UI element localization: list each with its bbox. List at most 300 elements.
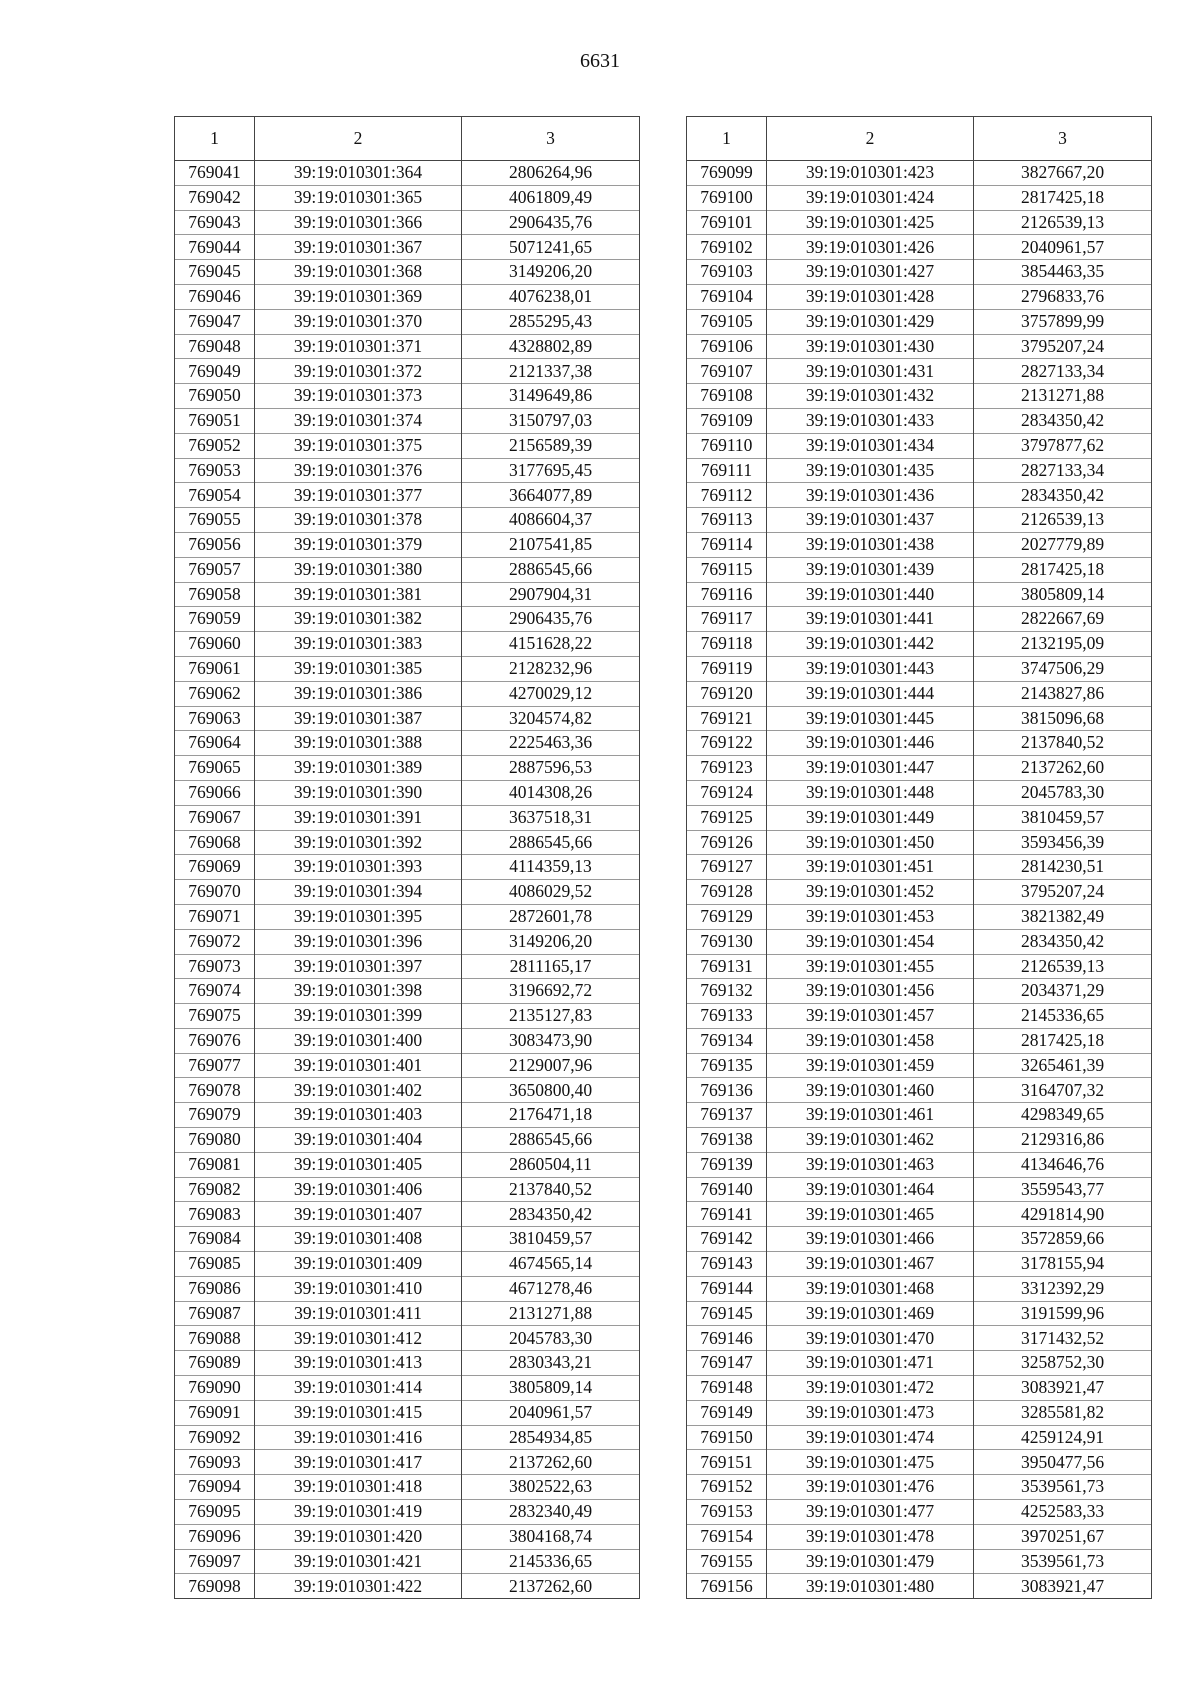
table-row	[687, 508, 1152, 533]
cadastral-number-cell: 39:19:010301:457	[767, 1004, 974, 1029]
cadastral-number-cell: 39:19:010301:450	[767, 830, 974, 855]
value-cell: 4252583,33	[974, 1500, 1152, 1525]
table-row	[175, 284, 640, 309]
row-number-cell: 769067	[175, 805, 255, 830]
table-row	[687, 607, 1152, 632]
table-row	[687, 359, 1152, 384]
cadastral-number-cell: 39:19:010301:458	[767, 1028, 974, 1053]
cadastral-number-cell: 39:19:010301:370	[255, 309, 462, 334]
table-row	[175, 731, 640, 756]
cadastral-number-cell: 39:19:010301:448	[767, 780, 974, 805]
table-row	[687, 855, 1152, 880]
table-row	[687, 260, 1152, 285]
cadastral-number-cell: 39:19:010301:382	[255, 607, 462, 632]
table-row	[175, 904, 640, 929]
row-number-cell: 769047	[175, 309, 255, 334]
row-number-cell: 769096	[175, 1524, 255, 1549]
value-cell: 4086029,52	[462, 880, 640, 905]
value-cell: 2137840,52	[974, 731, 1152, 756]
row-number-cell: 769138	[687, 1128, 767, 1153]
cadastral-number-cell: 39:19:010301:375	[255, 433, 462, 458]
value-cell: 2886545,66	[462, 1128, 640, 1153]
table-row	[175, 532, 640, 557]
table-row	[687, 458, 1152, 483]
row-number-cell: 769136	[687, 1078, 767, 1103]
cadastral-number-cell: 39:19:010301:402	[255, 1078, 462, 1103]
table-row	[175, 334, 640, 359]
cadastral-number-cell: 39:19:010301:398	[255, 979, 462, 1004]
cadastral-number-cell: 39:19:010301:410	[255, 1276, 462, 1301]
value-cell: 4291814,90	[974, 1202, 1152, 1227]
value-cell: 3950477,56	[974, 1450, 1152, 1475]
row-number-cell: 769104	[687, 284, 767, 309]
cadastral-number-cell: 39:19:010301:415	[255, 1400, 462, 1425]
cadastral-number-cell: 39:19:010301:406	[255, 1177, 462, 1202]
value-cell: 3177695,45	[462, 458, 640, 483]
table-row	[175, 483, 640, 508]
table-row	[687, 1103, 1152, 1128]
table-row	[175, 508, 640, 533]
table-row	[687, 1053, 1152, 1078]
value-cell: 3593456,39	[974, 830, 1152, 855]
cadastral-number-cell: 39:19:010301:420	[255, 1524, 462, 1549]
value-cell: 2834350,42	[974, 483, 1152, 508]
table-row	[175, 1574, 640, 1599]
table-row	[175, 681, 640, 706]
cadastral-number-cell: 39:19:010301:427	[767, 260, 974, 285]
row-number-cell: 769143	[687, 1252, 767, 1277]
value-cell: 2131271,88	[974, 384, 1152, 409]
table-row	[687, 1276, 1152, 1301]
row-number-cell: 769105	[687, 309, 767, 334]
column-header-3: 3	[462, 117, 640, 161]
value-cell: 2129316,86	[974, 1128, 1152, 1153]
table-row	[175, 1475, 640, 1500]
table-row	[175, 1351, 640, 1376]
value-cell: 2817425,18	[974, 557, 1152, 582]
cadastral-number-cell: 39:19:010301:468	[767, 1276, 974, 1301]
left-table	[174, 116, 640, 1599]
table-row	[687, 1326, 1152, 1351]
cadastral-number-cell: 39:19:010301:431	[767, 359, 974, 384]
value-cell: 2040961,57	[974, 235, 1152, 260]
row-number-cell: 769079	[175, 1103, 255, 1128]
left-table-body	[175, 161, 640, 1599]
value-cell: 3815096,68	[974, 706, 1152, 731]
table-row	[687, 880, 1152, 905]
table-row	[175, 805, 640, 830]
cadastral-number-cell: 39:19:010301:423	[767, 161, 974, 186]
row-number-cell: 769082	[175, 1177, 255, 1202]
cadastral-number-cell: 39:19:010301:474	[767, 1425, 974, 1450]
table-row	[687, 979, 1152, 1004]
value-cell: 2822667,69	[974, 607, 1152, 632]
value-cell: 2145336,65	[974, 1004, 1152, 1029]
value-cell: 3285581,82	[974, 1400, 1152, 1425]
table-row	[175, 780, 640, 805]
row-number-cell: 769142	[687, 1227, 767, 1252]
row-number-cell: 769128	[687, 880, 767, 905]
cadastral-number-cell: 39:19:010301:373	[255, 384, 462, 409]
table-row	[175, 1252, 640, 1277]
row-number-cell: 769108	[687, 384, 767, 409]
row-number-cell: 769055	[175, 508, 255, 533]
row-number-cell: 769094	[175, 1475, 255, 1500]
value-cell: 2796833,76	[974, 284, 1152, 309]
cadastral-number-cell: 39:19:010301:444	[767, 681, 974, 706]
row-number-cell: 769095	[175, 1500, 255, 1525]
cadastral-number-cell: 39:19:010301:469	[767, 1301, 974, 1326]
cadastral-number-cell: 39:19:010301:441	[767, 607, 974, 632]
row-number-cell: 769073	[175, 954, 255, 979]
value-cell: 4270029,12	[462, 681, 640, 706]
cadastral-number-cell: 39:19:010301:405	[255, 1152, 462, 1177]
value-cell: 3539561,73	[974, 1549, 1152, 1574]
row-number-cell: 769059	[175, 607, 255, 632]
table-row	[175, 433, 640, 458]
cadastral-number-cell: 39:19:010301:392	[255, 830, 462, 855]
cadastral-number-cell: 39:19:010301:391	[255, 805, 462, 830]
row-number-cell: 769100	[687, 185, 767, 210]
value-cell: 3827667,20	[974, 161, 1152, 186]
table-row	[175, 929, 640, 954]
row-number-cell: 769069	[175, 855, 255, 880]
row-number-cell: 769066	[175, 780, 255, 805]
row-number-cell: 769146	[687, 1326, 767, 1351]
table-row	[175, 1326, 640, 1351]
cadastral-number-cell: 39:19:010301:397	[255, 954, 462, 979]
cadastral-number-cell: 39:19:010301:389	[255, 756, 462, 781]
value-cell: 2855295,43	[462, 309, 640, 334]
table-row	[687, 656, 1152, 681]
cadastral-number-cell: 39:19:010301:466	[767, 1227, 974, 1252]
cadastral-number-cell: 39:19:010301:471	[767, 1351, 974, 1376]
row-number-cell: 769124	[687, 780, 767, 805]
row-number-cell: 769046	[175, 284, 255, 309]
cadastral-number-cell: 39:19:010301:421	[255, 1549, 462, 1574]
cadastral-number-cell: 39:19:010301:447	[767, 756, 974, 781]
table-row	[687, 1004, 1152, 1029]
value-cell: 2886545,66	[462, 557, 640, 582]
row-number-cell: 769126	[687, 830, 767, 855]
cadastral-number-cell: 39:19:010301:477	[767, 1500, 974, 1525]
right-table	[686, 116, 1152, 1599]
table-row	[687, 830, 1152, 855]
value-cell: 2830343,21	[462, 1351, 640, 1376]
row-number-cell: 769057	[175, 557, 255, 582]
row-number-cell: 769044	[175, 235, 255, 260]
table-row	[175, 210, 640, 235]
row-number-cell: 769071	[175, 904, 255, 929]
row-number-cell: 769086	[175, 1276, 255, 1301]
value-cell: 2137840,52	[462, 1177, 640, 1202]
value-cell: 2129007,96	[462, 1053, 640, 1078]
value-cell: 2137262,60	[462, 1450, 640, 1475]
table-row	[687, 1549, 1152, 1574]
value-cell: 3805809,14	[974, 582, 1152, 607]
row-number-cell: 769117	[687, 607, 767, 632]
table-row	[175, 1301, 640, 1326]
table-row	[175, 1276, 640, 1301]
cadastral-number-cell: 39:19:010301:436	[767, 483, 974, 508]
value-cell: 3795207,24	[974, 880, 1152, 905]
value-cell: 2817425,18	[974, 185, 1152, 210]
cadastral-number-cell: 39:19:010301:443	[767, 656, 974, 681]
row-number-cell: 769103	[687, 260, 767, 285]
row-number-cell: 769072	[175, 929, 255, 954]
value-cell: 3196692,72	[462, 979, 640, 1004]
table-row	[175, 954, 640, 979]
table-row	[175, 1177, 640, 1202]
cadastral-number-cell: 39:19:010301:404	[255, 1128, 462, 1153]
row-number-cell: 769112	[687, 483, 767, 508]
row-number-cell: 769131	[687, 954, 767, 979]
value-cell: 2832340,49	[462, 1500, 640, 1525]
cadastral-number-cell: 39:19:010301:428	[767, 284, 974, 309]
table-row	[687, 756, 1152, 781]
cadastral-number-cell: 39:19:010301:452	[767, 880, 974, 905]
value-cell: 3150797,03	[462, 408, 640, 433]
value-cell: 2827133,34	[974, 359, 1152, 384]
row-number-cell: 769109	[687, 408, 767, 433]
cadastral-number-cell: 39:19:010301:480	[767, 1574, 974, 1599]
cadastral-number-cell: 39:19:010301:374	[255, 408, 462, 433]
table-row	[687, 954, 1152, 979]
table-row	[175, 185, 640, 210]
row-number-cell: 769065	[175, 756, 255, 781]
value-cell: 3805809,14	[462, 1376, 640, 1401]
cadastral-number-cell: 39:19:010301:390	[255, 780, 462, 805]
cadastral-number-cell: 39:19:010301:445	[767, 706, 974, 731]
cadastral-number-cell: 39:19:010301:364	[255, 161, 462, 186]
cadastral-number-cell: 39:19:010301:451	[767, 855, 974, 880]
cadastral-number-cell: 39:19:010301:365	[255, 185, 462, 210]
cadastral-number-cell: 39:19:010301:369	[255, 284, 462, 309]
row-number-cell: 769048	[175, 334, 255, 359]
cadastral-number-cell: 39:19:010301:429	[767, 309, 974, 334]
row-number-cell: 769075	[175, 1004, 255, 1029]
value-cell: 2811165,17	[462, 954, 640, 979]
value-cell: 3178155,94	[974, 1252, 1152, 1277]
value-cell: 4298349,65	[974, 1103, 1152, 1128]
value-cell: 2834350,42	[974, 408, 1152, 433]
value-cell: 3970251,67	[974, 1524, 1152, 1549]
row-number-cell: 769116	[687, 582, 767, 607]
row-number-cell: 769110	[687, 433, 767, 458]
value-cell: 2143827,86	[974, 681, 1152, 706]
cadastral-number-cell: 39:19:010301:419	[255, 1500, 462, 1525]
header-row	[175, 117, 640, 161]
row-number-cell: 769083	[175, 1202, 255, 1227]
row-number-cell: 769155	[687, 1549, 767, 1574]
cadastral-number-cell: 39:19:010301:413	[255, 1351, 462, 1376]
right-table-body	[687, 161, 1152, 1599]
table-row	[175, 880, 640, 905]
table-row	[175, 1103, 640, 1128]
cadastral-number-cell: 39:19:010301:386	[255, 681, 462, 706]
cadastral-number-cell: 39:19:010301:449	[767, 805, 974, 830]
row-number-cell: 769121	[687, 706, 767, 731]
column-header-1: 1	[175, 117, 255, 161]
value-cell: 3854463,35	[974, 260, 1152, 285]
cadastral-number-cell: 39:19:010301:430	[767, 334, 974, 359]
row-number-cell: 769068	[175, 830, 255, 855]
cadastral-number-cell: 39:19:010301:463	[767, 1152, 974, 1177]
cadastral-number-cell: 39:19:010301:479	[767, 1549, 974, 1574]
page-number: 6631	[580, 50, 620, 72]
row-number-cell: 769061	[175, 656, 255, 681]
value-cell: 2145336,65	[462, 1549, 640, 1574]
row-number-cell: 769139	[687, 1152, 767, 1177]
table-row	[175, 1227, 640, 1252]
table-row	[175, 979, 640, 1004]
table-row	[175, 408, 640, 433]
row-number-cell: 769134	[687, 1028, 767, 1053]
value-cell: 2034371,29	[974, 979, 1152, 1004]
table-row	[175, 359, 640, 384]
row-number-cell: 769092	[175, 1425, 255, 1450]
row-number-cell: 769107	[687, 359, 767, 384]
row-number-cell: 769156	[687, 1574, 767, 1599]
row-number-cell: 769150	[687, 1425, 767, 1450]
value-cell: 2045783,30	[974, 780, 1152, 805]
table-row	[687, 1028, 1152, 1053]
value-cell: 3083473,90	[462, 1028, 640, 1053]
row-number-cell: 769093	[175, 1450, 255, 1475]
row-number-cell: 769145	[687, 1301, 767, 1326]
cadastral-number-cell: 39:19:010301:440	[767, 582, 974, 607]
value-cell: 2827133,34	[974, 458, 1152, 483]
row-number-cell: 769099	[687, 161, 767, 186]
table-row	[687, 235, 1152, 260]
cadastral-number-cell: 39:19:010301:388	[255, 731, 462, 756]
cadastral-number-cell: 39:19:010301:454	[767, 929, 974, 954]
row-number-cell: 769114	[687, 532, 767, 557]
value-cell: 2176471,18	[462, 1103, 640, 1128]
value-cell: 3664077,89	[462, 483, 640, 508]
value-cell: 3821382,49	[974, 904, 1152, 929]
value-cell: 3149206,20	[462, 929, 640, 954]
cadastral-number-cell: 39:19:010301:418	[255, 1475, 462, 1500]
row-number-cell: 769122	[687, 731, 767, 756]
row-number-cell: 769118	[687, 632, 767, 657]
cadastral-number-cell: 39:19:010301:401	[255, 1053, 462, 1078]
value-cell: 3539561,73	[974, 1475, 1152, 1500]
table-row	[175, 1078, 640, 1103]
value-cell: 2131271,88	[462, 1301, 640, 1326]
cadastral-number-cell: 39:19:010301:465	[767, 1202, 974, 1227]
row-number-cell: 769076	[175, 1028, 255, 1053]
row-number-cell: 769129	[687, 904, 767, 929]
value-cell: 2121337,38	[462, 359, 640, 384]
table-row	[175, 1425, 640, 1450]
cadastral-number-cell: 39:19:010301:393	[255, 855, 462, 880]
table-row	[175, 756, 640, 781]
value-cell: 3795207,24	[974, 334, 1152, 359]
value-cell: 2906435,76	[462, 210, 640, 235]
value-cell: 4014308,26	[462, 780, 640, 805]
row-number-cell: 769085	[175, 1252, 255, 1277]
row-number-cell: 769090	[175, 1376, 255, 1401]
row-number-cell: 769149	[687, 1400, 767, 1425]
cadastral-number-cell: 39:19:010301:476	[767, 1475, 974, 1500]
value-cell: 4061809,49	[462, 185, 640, 210]
row-number-cell: 769140	[687, 1177, 767, 1202]
cadastral-number-cell: 39:19:010301:459	[767, 1053, 974, 1078]
value-cell: 2126539,13	[974, 508, 1152, 533]
header-row	[687, 117, 1152, 161]
value-cell: 3797877,62	[974, 433, 1152, 458]
table-row	[175, 1053, 640, 1078]
column-header-2: 2	[767, 117, 974, 161]
cadastral-number-cell: 39:19:010301:442	[767, 632, 974, 657]
value-cell: 4086604,37	[462, 508, 640, 533]
row-number-cell: 769078	[175, 1078, 255, 1103]
row-number-cell: 769148	[687, 1376, 767, 1401]
column-header-1: 1	[687, 117, 767, 161]
row-number-cell: 769080	[175, 1128, 255, 1153]
value-cell: 2834350,42	[974, 929, 1152, 954]
table-row	[175, 1376, 640, 1401]
value-cell: 3572859,66	[974, 1227, 1152, 1252]
value-cell: 2128232,96	[462, 656, 640, 681]
cadastral-number-cell: 39:19:010301:379	[255, 532, 462, 557]
row-number-cell: 769119	[687, 656, 767, 681]
cadastral-number-cell: 39:19:010301:372	[255, 359, 462, 384]
value-cell: 3149649,86	[462, 384, 640, 409]
value-cell: 3650800,40	[462, 1078, 640, 1103]
value-cell: 2817425,18	[974, 1028, 1152, 1053]
value-cell: 2126539,13	[974, 954, 1152, 979]
table-row	[687, 1376, 1152, 1401]
row-number-cell: 769043	[175, 210, 255, 235]
cadastral-number-cell: 39:19:010301:408	[255, 1227, 462, 1252]
row-number-cell: 769041	[175, 161, 255, 186]
value-cell: 3083921,47	[974, 1574, 1152, 1599]
column-header-3: 3	[974, 117, 1152, 161]
table-row	[175, 656, 640, 681]
row-number-cell: 769060	[175, 632, 255, 657]
table-row	[175, 607, 640, 632]
cadastral-number-cell: 39:19:010301:426	[767, 235, 974, 260]
row-number-cell: 769053	[175, 458, 255, 483]
cadastral-number-cell: 39:19:010301:433	[767, 408, 974, 433]
table-row	[687, 706, 1152, 731]
cadastral-number-cell: 39:19:010301:455	[767, 954, 974, 979]
cadastral-number-cell: 39:19:010301:422	[255, 1574, 462, 1599]
cadastral-number-cell: 39:19:010301:417	[255, 1450, 462, 1475]
row-number-cell: 769063	[175, 706, 255, 731]
cadastral-number-cell: 39:19:010301:387	[255, 706, 462, 731]
value-cell: 4259124,91	[974, 1425, 1152, 1450]
row-number-cell: 769144	[687, 1276, 767, 1301]
cadastral-number-cell: 39:19:010301:407	[255, 1202, 462, 1227]
row-number-cell: 769120	[687, 681, 767, 706]
value-cell: 3191599,96	[974, 1301, 1152, 1326]
cadastral-number-cell: 39:19:010301:395	[255, 904, 462, 929]
table-row	[175, 260, 640, 285]
table-row	[687, 632, 1152, 657]
table-row	[687, 334, 1152, 359]
value-cell: 4134646,76	[974, 1152, 1152, 1177]
table-row	[687, 780, 1152, 805]
row-number-cell: 769125	[687, 805, 767, 830]
row-number-cell: 769062	[175, 681, 255, 706]
cadastral-number-cell: 39:19:010301:439	[767, 557, 974, 582]
row-number-cell: 769115	[687, 557, 767, 582]
table-row	[175, 855, 640, 880]
row-number-cell: 769042	[175, 185, 255, 210]
